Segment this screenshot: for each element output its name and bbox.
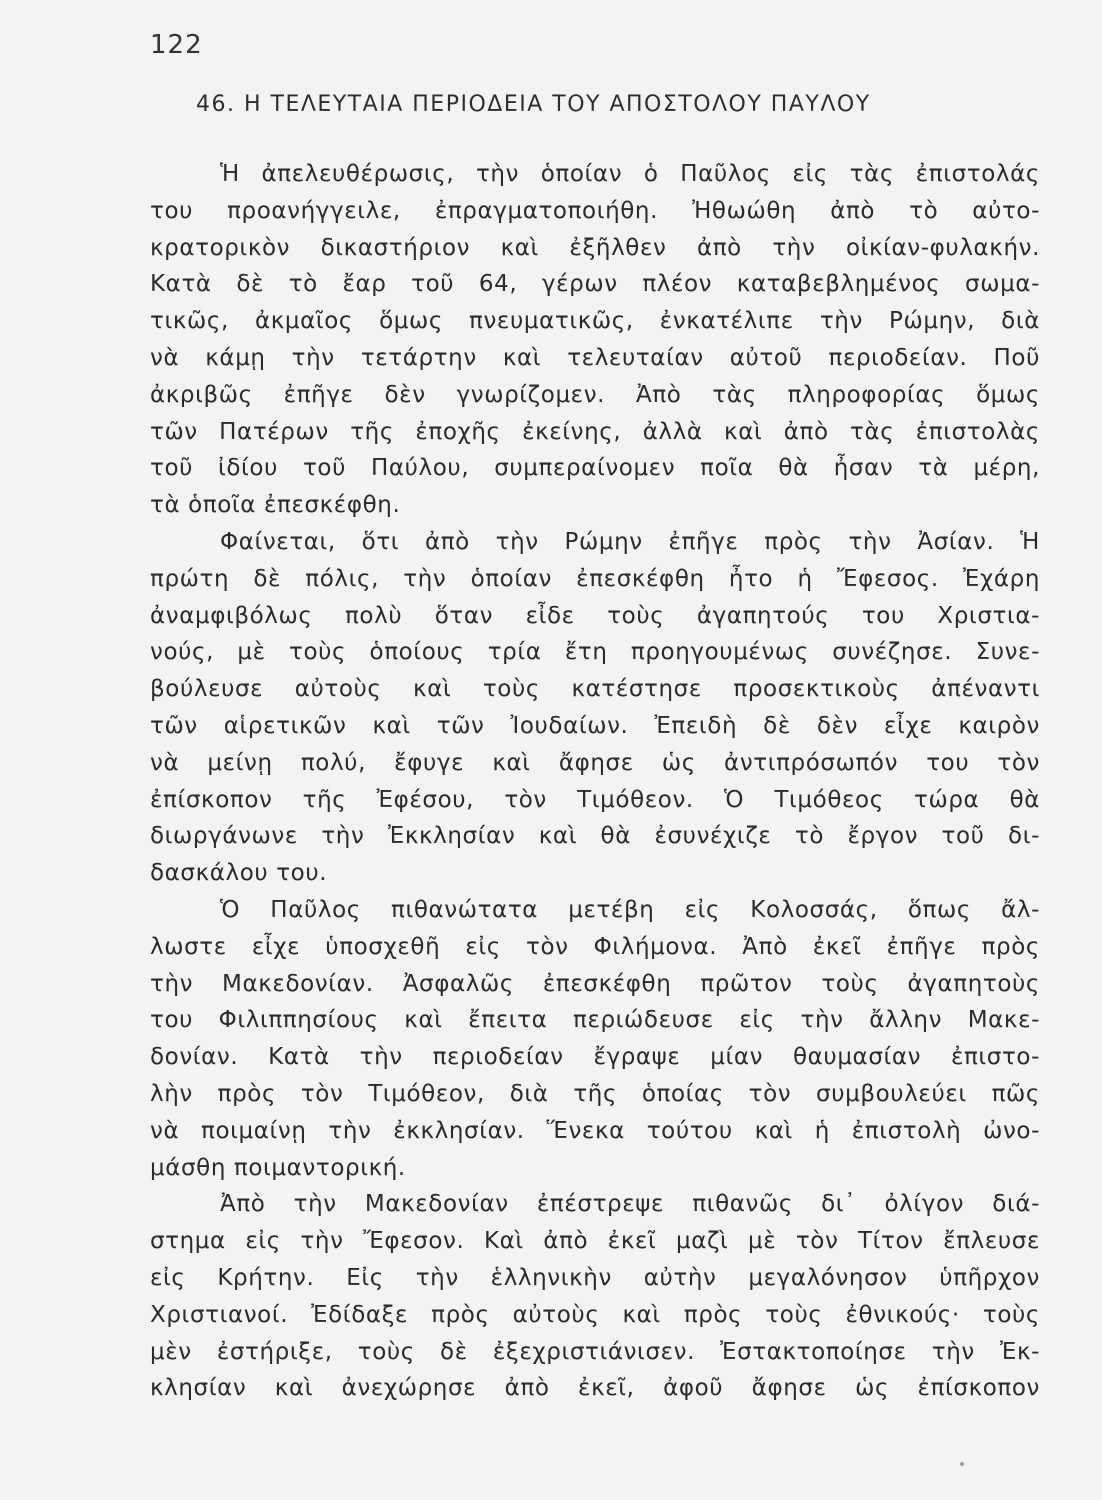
text-line: Φαίνεται, ὅτι ἀπὸ τὴν Ρώμην ἐπῆγε πρὸς τὴν Ἀσίαν. Ἡ (220, 528, 1040, 555)
text-line: τὴν Μακεδονίαν. Ἀσφαλῶς ἐπεσκέφθη πρῶτον τοὺς ἀγαπητοὺς (150, 970, 1040, 997)
text-line: λὴν πρὸς τὸν Τιμόθεον, διὰ τῆς ὁποίας τὸν συμβουλεύει πῶς (150, 1080, 1040, 1107)
text-line: εἰς Κρήτην. Εἰς τὴν ἑλληνικὴν αὐτὴν μεγαλόνησον ὑπῆρχον (150, 1264, 1040, 1291)
text-line: τὰ ὁποῖα ἐπεσκέφθη. (150, 492, 401, 519)
text-line: ἐπίσκοπον τῆς Ἐφέσου, τὸν Τιμόθεον. Ὁ Τιμόθεος τώρα θὰ (150, 786, 1040, 813)
text-line: λωστε εἶχε ὑποσχεθῆ εἰς τὸν Φιλήμονα. Ἀπὸ ἐκεῖ ἐπῆγε πρὸς (150, 933, 1040, 960)
text-line: μὲν ἐστήριξε, τοὺς δὲ ἐξεχριστιάνισεν. Ἐστακτοποίησε τὴν Ἐκ- (150, 1338, 1040, 1365)
text-line: βούλευσε αὐτοὺς καὶ τοὺς κατέστησε προσεκτικοὺς ἀπέναντι (150, 676, 1040, 703)
text-line: ἀκριβῶς ἐπῆγε δὲν γνωρίζομεν. Ἀπὸ τὰς πληροφορίας ὅμως (150, 381, 1040, 408)
text-line: Ἡ ἀπελευθέρωσις, τὴν ὁποίαν ὁ Παῦλος εἰς τὰς ἐπιστολάς (220, 161, 1040, 187)
text-line: Ἀπὸ τὴν Μακεδονίαν ἐπέστρεψε πιθανῶς δι᾽ ὀλίγον διά- (220, 1191, 1040, 1218)
text-line: δονίαν. Κατὰ τὴν περιοδείαν ἔγραψε μίαν θαυμασίαν ἐπιστο- (150, 1044, 1040, 1071)
chapter-heading: 46. Η ΤΕΛΕΥΤΑΙΑ ΠΕΡΙΟΔΕΙΑ ΤΟΥ ΑΠΟΣΤΟΛΟΥ ΠΑΥΛΟΥ (196, 92, 871, 117)
text-line: νούς, μὲ τοὺς ὁποίους τρία ἔτη προηγουμένως συνέζησε. Συνε- (150, 639, 1040, 666)
text-line: του προανήγγειλε, ἐπραγματοποιήθη. Ἠθωώθη ἀπὸ τὸ αὐτο- (150, 197, 1040, 224)
text-line: κρατορικὸν δικαστήριον καὶ ἐξῆλθεν ἀπὸ τὴν οἰκίαν-φυλακήν. (150, 234, 1040, 261)
text-line: στημα εἰς τὴν Ἔφεσον. Καὶ ἀπὸ ἐκεῖ μαζὶ μὲ τὸν Τίτον ἔπλευσε (150, 1228, 1040, 1255)
text-line: πρώτη δὲ πόλις, τὴν ὁποίαν ἐπεσκέφθη ἦτο ἡ Ἔφεσος. Ἐχάρη (150, 565, 1040, 592)
text-line: κλησίαν καὶ ἀνεχώρησε ἀπὸ ἐκεῖ, ἀφοῦ ἄφησε ὡς ἐπίσκοπον (150, 1375, 1040, 1402)
text-line: Ὁ Παῦλος πιθανώτατα μετέβη εἰς Κολοσσάς, ὅπως ἄλ- (220, 896, 1040, 923)
text-line: τοῦ ἰδίου τοῦ Παύλου, συμπεραίνομεν ποῖα θὰ ἦσαν τὰ μέρη, (150, 455, 1040, 482)
page-number: 122 (150, 30, 203, 60)
text-line: μάσθη ποιμαντορική. (150, 1154, 406, 1181)
text-line: τῶν Πατέρων τῆς ἐποχῆς ἐκείνης, ἀλλὰ καὶ ἀπὸ τὰς ἐπιστολὰς (150, 418, 1040, 445)
text-line: διωργάνωνε τὴν Ἐκκλησίαν καὶ θὰ ἐσυνέχιζε τὸ ἔργον τοῦ δι- (150, 823, 1040, 850)
text-line: Χριστιανοί. Ἐδίδαξε πρὸς αὐτοὺς καὶ πρὸς τοὺς ἐθνικούς· τοὺς (150, 1301, 1040, 1328)
text-line: δασκάλου του. (150, 860, 328, 887)
body-text (150, 156, 1040, 1407)
print-speck (960, 1462, 964, 1466)
text-line: τικῶς, ἀκμαῖος ὅμως πνευματικῶς, ἐνκατέλιπε τὴν Ρώμην, διὰ (150, 308, 1040, 335)
text-line: νὰ κάμῃ τὴν τετάρτην καὶ τελευταίαν αὐτοῦ περιοδείαν. Ποῦ (150, 344, 1040, 371)
text-line: νὰ ποιμαίνῃ τὴν ἐκκλησίαν. Ἕνεκα τούτου καὶ ἡ ἐπιστολὴ ὠνο- (150, 1117, 1040, 1144)
text-line: του Φιλιππησίους καὶ ἔπειτα περιώδευσε εἰς τὴν ἄλλην Μακε- (150, 1007, 1040, 1034)
text-line: ἀναμφιβόλως πολὺ ὅταν εἶδε τοὺς ἀγαπητούς του Χριστια- (150, 602, 1040, 629)
text-line: νὰ μείνῃ πολύ, ἔφυγε καὶ ἄφησε ὡς ἀντιπρόσωπόν του τὸν (150, 749, 1040, 776)
text-line: τῶν αἱρετικῶν καὶ τῶν Ἰουδαίων. Ἐπειδὴ δὲ δὲν εἶχε καιρὸν (150, 712, 1040, 739)
text-line: Κατὰ δὲ τὸ ἔαρ τοῦ 64, γέρων πλέον καταβεβλημένος σωμα- (150, 271, 1040, 298)
